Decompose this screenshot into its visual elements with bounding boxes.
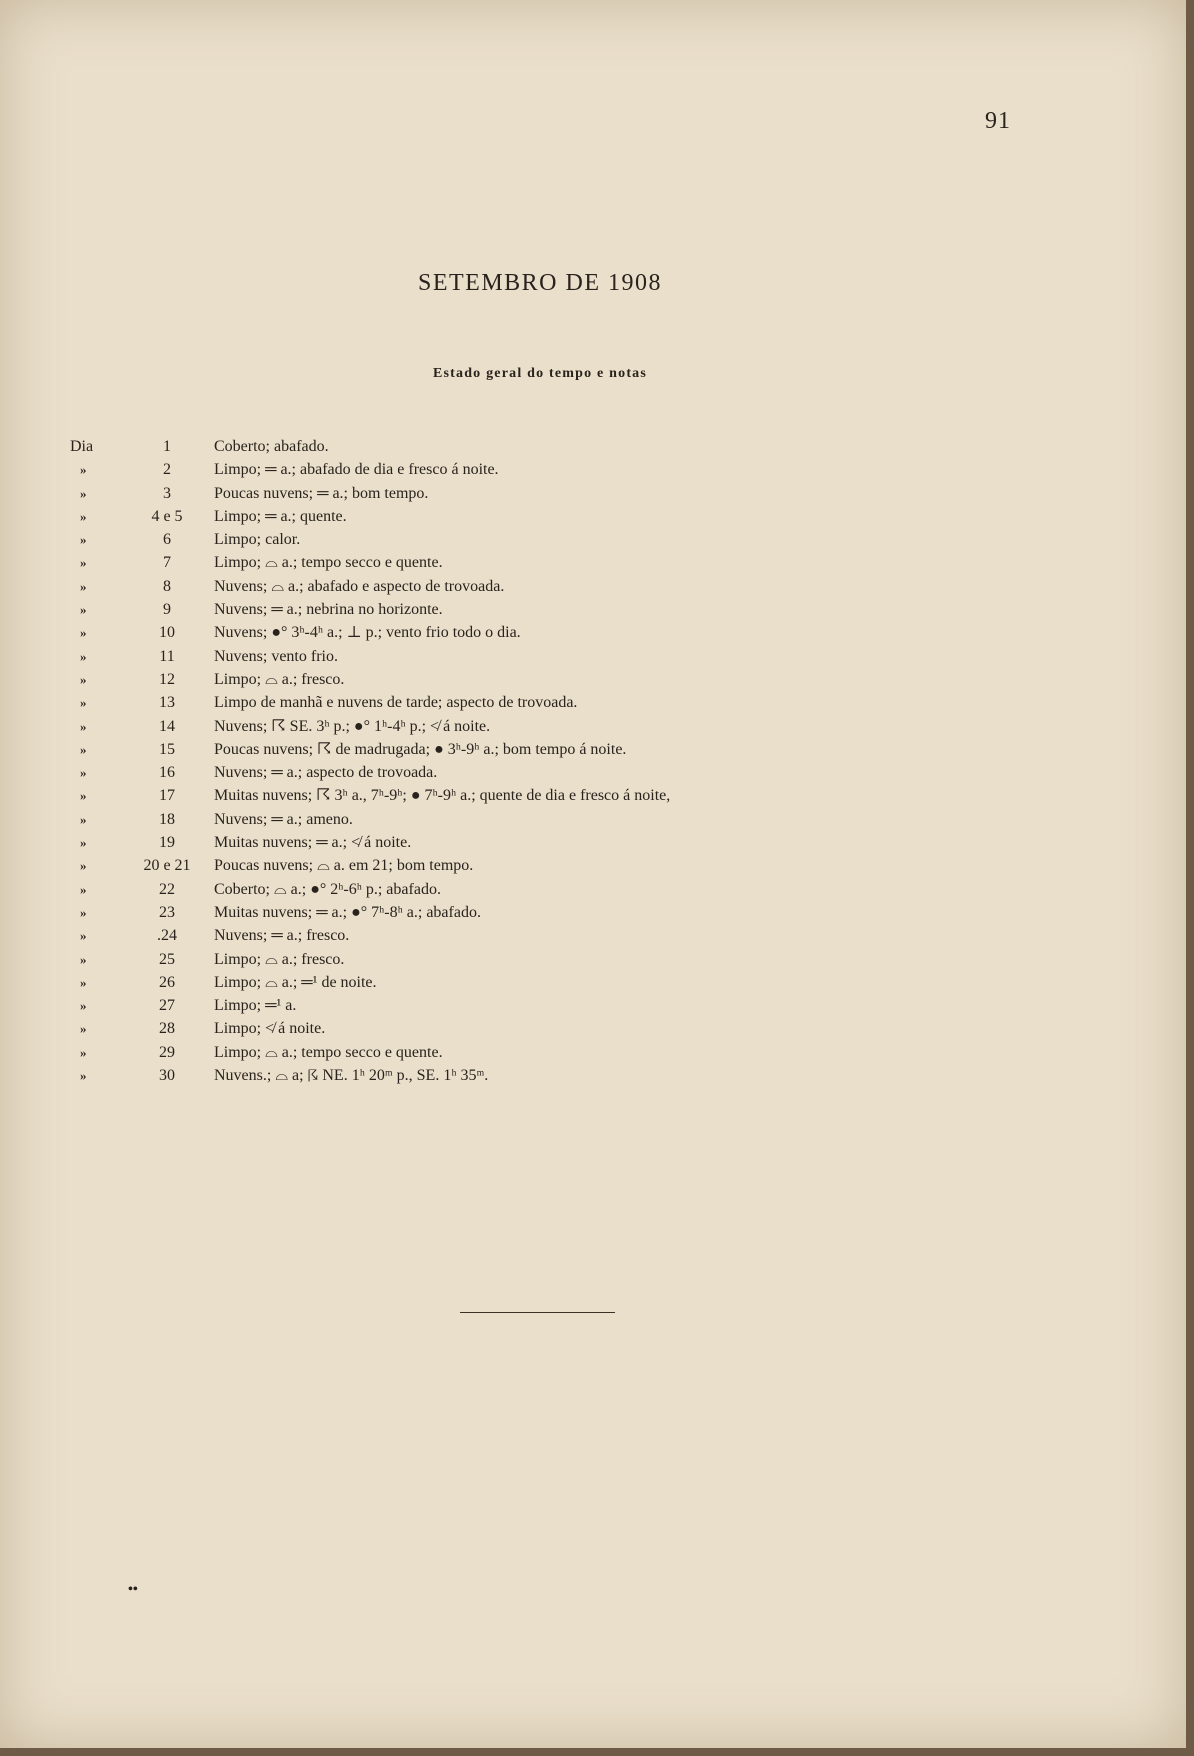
list-item [70,924,1070,947]
list-item [70,505,1070,528]
weather-note: Nuvens; ═ a.; fresco. [214,927,350,945]
day-number: 13 [159,694,175,712]
list-item [70,854,1070,877]
list-item [70,901,1070,924]
list-item [70,1017,1070,1040]
list-item [70,971,1070,994]
ditto-mark: » [80,998,87,1014]
weather-note: Limpo; ⌓ a.; tempo secco e quente. [214,554,443,572]
day-number: 30 [159,1067,175,1085]
ditto-mark: » [80,1021,87,1037]
list-item [70,528,1070,551]
list-item [70,551,1070,574]
weather-note: Limpo; ⌓ a.; fresco. [214,950,345,968]
list-item [70,761,1070,784]
list-item [70,831,1070,854]
ditto-mark: » [80,928,87,944]
list-item [70,435,1070,458]
day-number: 12 [159,670,175,688]
list-item [70,808,1070,831]
ditto-mark: » [80,695,87,711]
ditto-mark: » [80,858,87,874]
section-divider [460,1312,615,1313]
list-item [70,668,1070,691]
day-number: 17 [159,787,175,805]
ditto-mark: » [80,835,87,851]
day-number: 23 [159,903,175,921]
ditto-mark: » [80,532,87,548]
ditto-mark: » [80,904,87,920]
weather-note: Nuvens; ☈ SE. 3ʰ p.; ●° 1ʰ-4ʰ p.; ≮ á noite. [214,717,491,735]
footer-mark: •• [128,1582,138,1597]
weather-note: Nuvens; vento frio. [214,647,338,665]
ditto-mark: » [80,1044,87,1060]
weather-note: Muitas nuvens; ☈ 3ʰ a., 7ʰ-9ʰ; ● 7ʰ-9ʰ a.; quente de dia e fresco á noite, [214,787,671,805]
ditto-mark: » [80,741,87,757]
day-number: 15 [159,740,175,758]
list-item [70,645,1070,668]
weather-note: Limpo; ≮ á noite. [214,1020,326,1038]
day-number: 11 [159,647,175,665]
ditto-mark: » [80,765,87,781]
page-title: SETEMBRO DE 1908 [417,270,662,296]
weather-note: Limpo; ⌓ a.; ═¹ de noite. [214,973,377,991]
weather-note: Muitas nuvens; ═ a.; ≮ á noite. [214,834,412,852]
page-number: 91 [985,108,1011,134]
weather-note: Limpo; ⌓ a.; tempo secco e quente. [214,1043,443,1061]
ditto-mark: » [80,788,87,804]
list-item [70,458,1070,481]
list-item [70,994,1070,1017]
ditto-mark: » [80,602,87,618]
ditto-mark: » [80,462,87,478]
day-number: 19 [159,834,175,852]
weather-note: Nuvens; ═ a.; aspecto de trovoada. [214,764,438,782]
ditto-mark: » [80,578,87,594]
day-number: 27 [159,997,175,1015]
weather-note: Nuvens.; ⌓ a; ☈ NE. 1ʰ 20ᵐ p., SE. 1ʰ 35ᵐ. [214,1067,489,1085]
ditto-mark: » [80,485,87,501]
day-number: 9 [163,601,171,619]
day-number: 16 [159,764,175,782]
day-number: 22 [159,880,175,898]
weather-note: Limpo; ═ a.; abafado de dia e fresco á noite. [214,461,499,479]
page-subtitle: Estado geral do tempo e notas [432,366,648,381]
weather-note: Muitas nuvens; ═ a.; ●° 7ʰ-8ʰ a.; abafado. [214,903,481,921]
weather-note: Limpo; ⌓ a.; fresco. [214,670,345,688]
list-item [70,784,1070,807]
day-label: Dia [70,438,94,455]
list-item [70,598,1070,621]
weather-note: Nuvens; ⌓ a.; abafado e aspecto de trovoada. [214,577,505,595]
day-number: 18 [159,810,175,828]
weather-note: Poucas nuvens; ⌓ a. em 21; bom tempo. [214,857,474,875]
day-number: 28 [159,1020,175,1038]
list-item [70,691,1070,714]
weather-note: Poucas nuvens; ☈ de madrugada; ● 3ʰ-9ʰ a.; bom tempo á noite. [214,740,627,758]
ditto-mark: » [80,671,87,687]
ditto-mark: » [80,1068,87,1084]
day-number: 26 [159,973,175,991]
day-number: 3 [163,484,171,502]
ditto-mark: » [80,811,87,827]
list-item [70,1064,1070,1087]
list-item [70,482,1070,505]
ditto-mark: » [80,508,87,524]
list-item [70,715,1070,738]
day-number: 2 [163,461,171,479]
day-number: 1 [163,438,171,455]
list-item [70,575,1070,598]
list-item [70,1041,1070,1064]
day-number: 29 [159,1043,175,1061]
ditto-mark: » [80,718,87,734]
weather-note: Nuvens; ═ a.; ameno. [214,810,353,828]
ditto-mark: » [80,555,87,571]
day-number: .24 [157,927,177,945]
page-edge-bottom [0,1748,1194,1756]
day-number: 7 [163,554,171,572]
ditto-mark: » [80,625,87,641]
day-number: 20 e 21 [143,857,191,875]
weather-note: Nuvens; ═ a.; nebrina no horizonte. [214,601,443,619]
ditto-mark: » [80,881,87,897]
ditto-mark: » [80,648,87,664]
weather-note: Limpo de manhã e nuvens de tarde; aspecto de trovoada. [214,694,578,712]
page-edge-right [1186,0,1194,1756]
weather-entries-list [70,435,1070,1087]
day-number: 10 [159,624,175,642]
weather-note: Limpo; ═ a.; quente. [214,507,347,525]
weather-note: Limpo; ═¹ a. [214,997,297,1015]
weather-note: Coberto; abafado. [214,438,329,455]
weather-note: Coberto; ⌓ a.; ●° 2ʰ-6ʰ p.; abafado. [214,880,441,898]
weather-note: Nuvens; ●° 3ʰ-4ʰ a.; ⊥ p.; vento frio todo o dia. [214,624,521,642]
day-number: 6 [163,531,171,549]
day-number: 8 [163,577,171,595]
list-item [70,738,1070,761]
day-number: 25 [159,950,175,968]
weather-note: Poucas nuvens; ═ a.; bom tempo. [214,484,429,502]
day-number: 4 e 5 [151,507,183,525]
list-item [70,621,1070,644]
list-item [70,948,1070,971]
weather-note: Limpo; calor. [214,531,301,549]
day-number: 14 [159,717,175,735]
ditto-mark: » [80,951,87,967]
list-item [70,878,1070,901]
ditto-mark: » [80,974,87,990]
